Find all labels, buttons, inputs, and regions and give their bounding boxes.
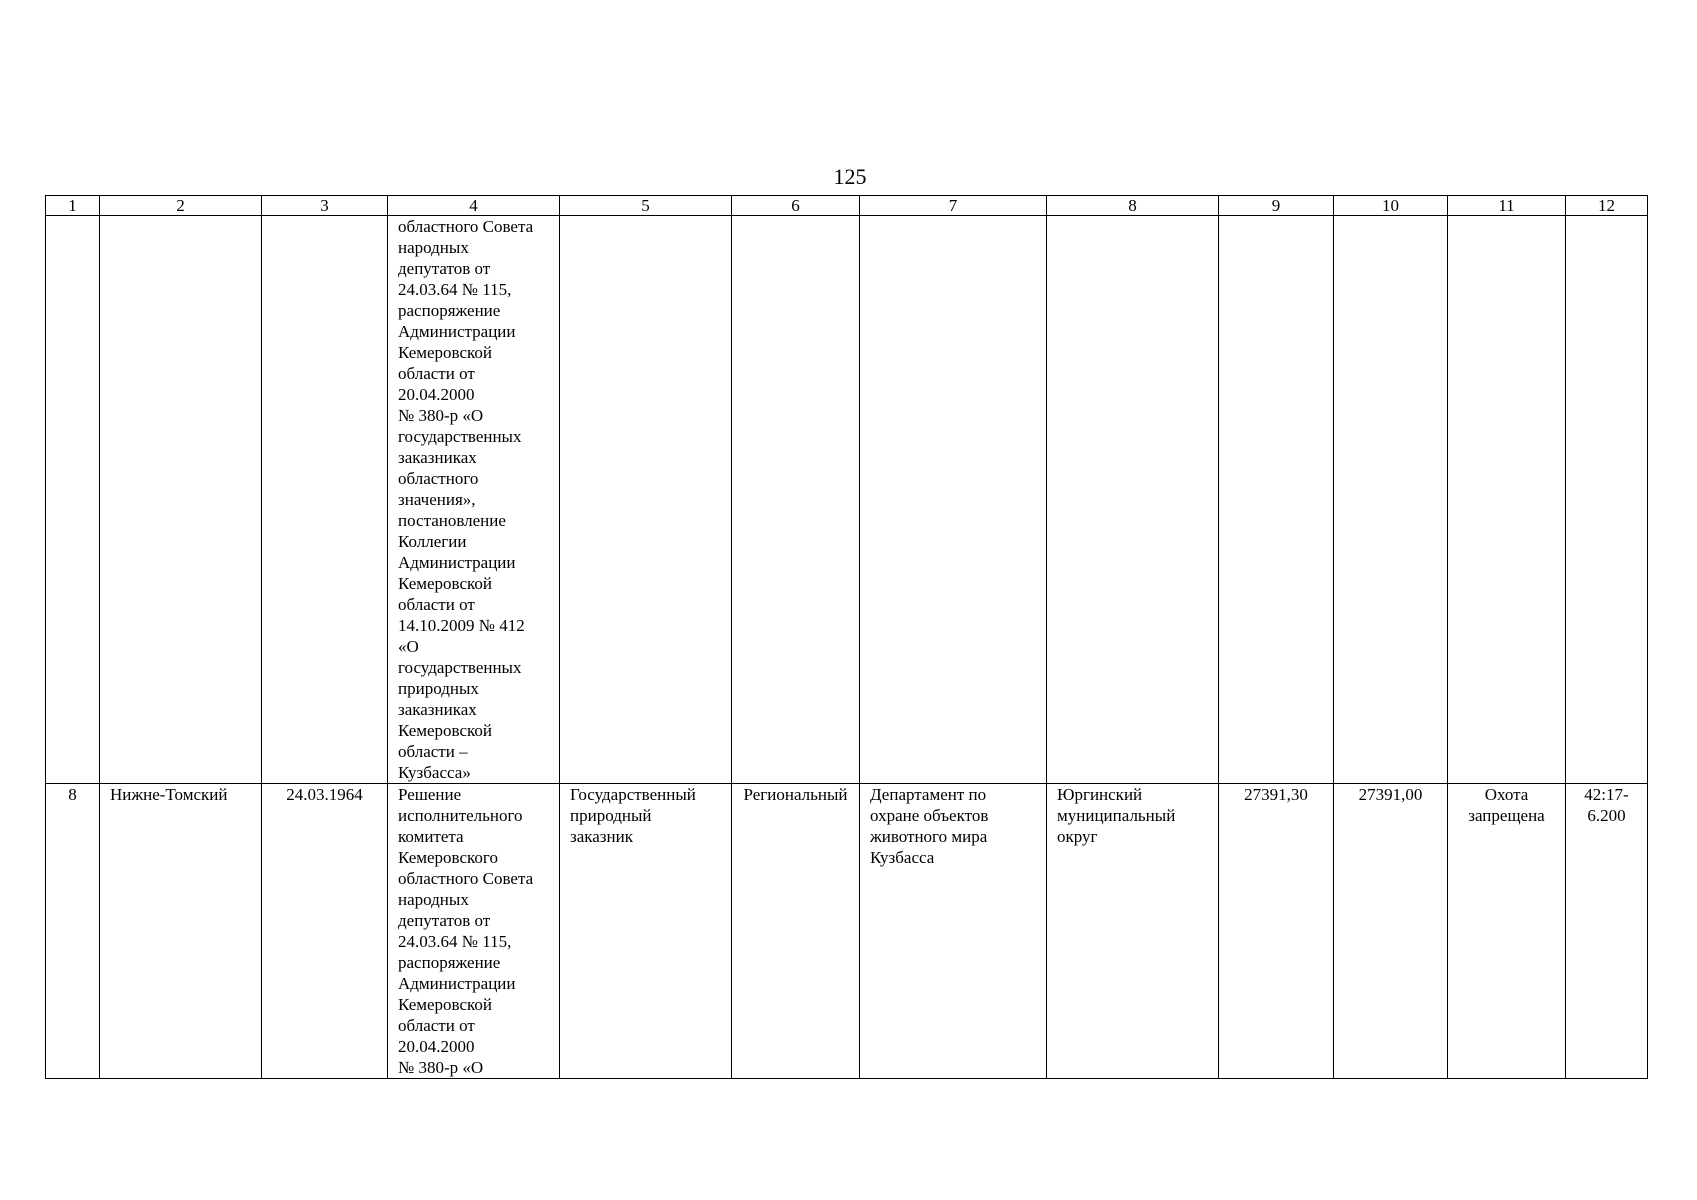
table-row-continuation: [46, 216, 1648, 784]
cell-empty: [1566, 216, 1648, 784]
table-row: [46, 784, 1648, 1079]
column-header-12: 12: [1566, 196, 1648, 216]
authority-text: Департамент по охране объектов животного мира Кузбасса: [870, 785, 989, 867]
cell-legal-basis-continued: [388, 216, 560, 784]
cell-authority: [860, 784, 1047, 1079]
cell-category: [560, 784, 732, 1079]
location-text: Юргинский муниципальный округ: [1057, 785, 1176, 846]
cell-hunting: [1448, 784, 1566, 1079]
column-header-10: 10: [1334, 196, 1448, 216]
column-header-6: 6: [732, 196, 860, 216]
column-header-5: 5: [560, 196, 732, 216]
cell-empty: [1334, 216, 1448, 784]
cell-empty: [560, 216, 732, 784]
cell-empty: [1219, 216, 1334, 784]
cell-empty: [100, 216, 262, 784]
legal-basis-continued-text: областного Совета народных депутатов от 24.03.64 № 115, распоряжение Администрации Кемеровской области от 20.04.2000 № 380-р «О государственных заказниках областного значения», постановление Коллегии Администрации Кемеровской области от 14.10.2009 № 412 «О государственных природных заказниках Кемеровской области – Кузбасса»: [398, 217, 534, 782]
column-header-1: 1: [46, 196, 100, 216]
column-header-2: 2: [100, 196, 262, 216]
cell-date: 24.03.1964: [262, 784, 388, 1079]
cell-location: [1047, 784, 1219, 1079]
page-number: 125: [833, 164, 867, 189]
column-header-9: 9: [1219, 196, 1334, 216]
hunting-text: Охота запрещена: [1468, 785, 1545, 825]
column-header-11: 11: [1448, 196, 1566, 216]
cell-empty: [262, 216, 388, 784]
cell-number: 8: [46, 784, 100, 1079]
cell-code: [1566, 784, 1648, 1079]
legal-basis-text: Решение исполнительного комитета Кемеровского областного Совета народных депутатов от 24.03.64 № 115, распоряжение Администрации Кемеровской области от 20.04.2000 № 380-р «О: [398, 785, 534, 1077]
cell-empty: [732, 216, 860, 784]
column-header-7: 7: [860, 196, 1047, 216]
code-text: 42:17- 6.200: [1584, 785, 1629, 825]
cell-significance: Региональный: [732, 784, 860, 1079]
column-header-4: 4: [388, 196, 560, 216]
cell-empty: [46, 216, 100, 784]
registry-table: [45, 195, 1648, 1079]
column-header-8: 8: [1047, 196, 1219, 216]
cell-name: Нижне-Томский: [100, 784, 262, 1079]
cell-empty: [860, 216, 1047, 784]
column-number-row: [46, 196, 1648, 216]
category-text: Государственный природный заказник: [570, 785, 696, 846]
cell-area-2: 27391,00: [1334, 784, 1448, 1079]
cell-area-total: 27391,30: [1219, 784, 1334, 1079]
cell-empty: [1047, 216, 1219, 784]
cell-legal-basis: [388, 784, 560, 1079]
cell-empty: [1448, 216, 1566, 784]
column-header-3: 3: [262, 196, 388, 216]
